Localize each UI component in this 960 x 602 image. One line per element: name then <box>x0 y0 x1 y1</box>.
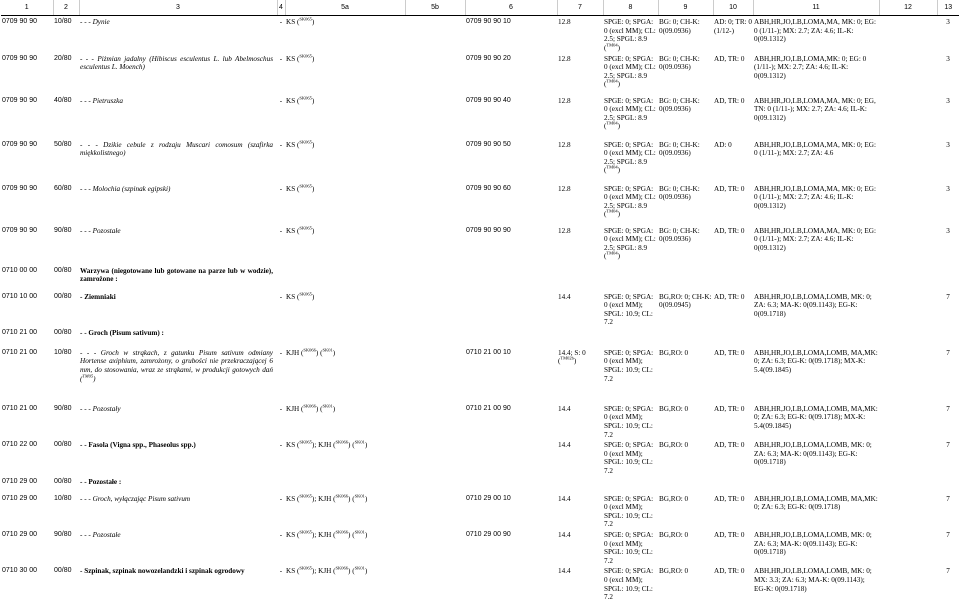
column-header: 3 <box>79 0 277 16</box>
unit-code: 7 <box>946 494 950 503</box>
footnote-ref: TM04 <box>606 120 618 126</box>
preference-d <box>753 265 879 291</box>
preference-b: BG,RO: 0 <box>659 494 689 503</box>
footnote-ref: TM04 <box>606 208 618 214</box>
cn-code: 0710 29 00 <box>2 494 38 502</box>
national-code <box>465 265 557 291</box>
column-header: 7 <box>557 0 603 16</box>
footnote-ref: SK065 <box>299 16 312 22</box>
table-row <box>1 225 959 265</box>
dash-cell: - <box>279 441 283 450</box>
dash-cell: - <box>279 184 283 193</box>
preference-b: BG: 0; CH-K: 0(09.0936) <box>659 140 700 158</box>
dash-cell <box>277 327 285 347</box>
duty-rate: 14.4 <box>558 531 571 539</box>
col-5a: KS ($^{SK065}$); KJH ($^{SK066}$) ($^{SK01}$) <box>286 565 368 576</box>
column-header: 6 <box>465 0 557 16</box>
preference-c: AD: 0 <box>714 140 732 149</box>
footnote-ref: SK066 <box>335 439 349 445</box>
col-5b <box>405 16 465 53</box>
footnote-ref: SK065 <box>299 183 312 189</box>
preference-a: SPGE: 0; SPGA: 0 (excl MM); CL: 2.5; SPGL: 8.9 ($^{TM04}$) <box>604 226 656 261</box>
table-row <box>1 476 959 493</box>
cn-code: 0710 22 00 <box>2 441 38 449</box>
dash-cell: - <box>279 531 283 539</box>
col-12 <box>879 95 937 139</box>
subheading: 10/80 <box>54 494 72 502</box>
col-12 <box>879 183 937 225</box>
footnote-ref: SK01 <box>354 565 365 571</box>
preference-a <box>603 265 658 291</box>
description: - - - Piżmian jadalny (Hibiscus esculentus L. lub Abelmoschus esculentus L. Moench) <box>80 54 273 72</box>
footnote-ref: SK01 <box>354 493 365 499</box>
dash-cell: - <box>279 494 283 503</box>
preference-b: BG,RO: 0 <box>659 348 689 357</box>
col-12 <box>879 565 937 601</box>
table-row <box>1 493 959 529</box>
table-row <box>1 347 959 403</box>
preference-c <box>713 327 753 347</box>
footnote-ref: TM04 <box>606 250 618 256</box>
col-5b <box>405 476 465 493</box>
footnote-ref: SK066 <box>303 403 316 409</box>
footnote-ref: TM04 <box>606 42 618 48</box>
footnote-ref: SK066 <box>303 347 316 353</box>
duty-rate <box>557 476 603 493</box>
preference-b: BG: 0; CH-K: 0(09.0936) <box>659 54 700 72</box>
subheading: 50/80 <box>54 140 72 148</box>
preference-d: ABH,HR,JO,LB,LOMA,LOMB, MA,MK: 0; ZA: 6.3; EG-K: 0(09.1718); MX-K: 5.4(09.1845) <box>754 348 878 375</box>
unit-code: 7 <box>946 348 950 357</box>
footnote-ref: TM04 <box>606 164 618 170</box>
cn-code: 0709 90 90 <box>2 226 38 234</box>
subheading: 40/80 <box>54 96 72 104</box>
subheading: 00/80 <box>54 266 72 274</box>
preference-b: BG: 0; CH-K: 0(09.0936) <box>659 96 700 114</box>
col-5a: KS ($^{SK065}$) <box>286 95 315 105</box>
subheading: 00/80 <box>54 328 72 336</box>
dash-cell: - <box>279 18 283 26</box>
preference-c: AD, TR: 0 <box>714 494 745 503</box>
preference-d: ABH,HR,JO,LB,LOMA,MA, MK: 0; EG: 0 (1/11-); MX: 2.7; ZA: 4.6; IL-K: 0(09.1312) <box>754 18 876 44</box>
cn-code: 0709 90 90 <box>2 18 38 25</box>
national-code: 0709 90 90 90 <box>466 226 511 234</box>
preference-c <box>713 476 753 493</box>
national-code: 0709 90 90 60 <box>466 184 511 192</box>
unit-code <box>937 476 959 493</box>
national-code: 0710 21 00 10 <box>466 348 511 356</box>
preference-b <box>658 265 713 291</box>
col-12 <box>879 225 937 265</box>
col-12 <box>879 493 937 529</box>
preference-c: AD, TR: 0 <box>714 226 745 235</box>
col-5b <box>405 403 465 439</box>
dash-cell: - <box>279 226 283 235</box>
col-12 <box>879 403 937 439</box>
preference-a: SPGE: 0; SPGA: 0 (excl MM); SPGL: 10.9; CL: 7.2 <box>604 567 654 602</box>
national-code <box>465 291 557 327</box>
national-code: 0709 90 90 20 <box>466 54 511 62</box>
preference-d: ABH,HR,JO,LB,LOMA,MA, MK: 0; EG, TN: 0 (1/11-); MX: 2.7; ZA: 4.6; IL-K: 0(09.1312) <box>754 96 876 122</box>
preference-a: SPGE: 0; SPGA: 0 (excl MM); SPGL: 10.9; CL: 7.2 <box>604 531 654 565</box>
preference-d: ABH,HR,JO,LB,LOMA,LOMB, MK: 0; ZA: 6.3; MA-K: 0(09.1143); EG-K: 0(09.1718) <box>754 441 872 467</box>
footnote-ref: SK065 <box>299 439 312 445</box>
col-12 <box>879 327 937 347</box>
preference-d: ABH,HR,JO,LB,LOMA,MA, MK: 0; EG: 0 (1/11-); MX: 2.7; ZA: 4.6; IL-K: 0(09.1312) <box>754 226 876 252</box>
unit-code: 3 <box>946 54 950 63</box>
footnote-ref: SK065 <box>299 493 312 499</box>
col-5a: KJH ($^{SK066}$) ($^{SK01}$) <box>286 403 336 413</box>
preference-b: BG,RO: 0; CH-K: 0(09.0945) <box>659 292 712 310</box>
tariff-table <box>1 0 959 602</box>
subheading: 00/80 <box>54 567 72 575</box>
duty-rate: 14.4 <box>558 494 571 503</box>
preference-a <box>603 327 658 347</box>
preference-a: SPGE: 0; SPGA: 0 (excl MM); SPGL: 10.9; CL: 7.2 <box>604 348 654 383</box>
preference-a: SPGE: 0; SPGA: 0 (excl MM); CL: 2.5; SPGL: 8.9 ($^{TM04}$) <box>604 54 656 89</box>
description: - Szpinak, szpinak nowozelandzki i szpinak ogrodowy <box>80 567 245 576</box>
description: - - - Pietruszka <box>80 96 123 105</box>
national-code: 0710 29 00 10 <box>466 494 511 502</box>
duty-rate: 14.4 <box>558 292 571 301</box>
column-header: 5a <box>285 0 405 16</box>
cn-code: 0710 21 00 <box>2 404 38 412</box>
col-5b <box>405 183 465 225</box>
preference-c: AD, TR: 0 <box>714 184 745 193</box>
description: - - - Pozostałe <box>80 531 121 539</box>
col-12 <box>879 439 937 475</box>
cn-code: 0710 29 00 <box>2 477 38 485</box>
preference-c <box>713 265 753 291</box>
national-code: 0709 90 90 50 <box>466 140 511 148</box>
preference-b: BG: 0; CH-K: 0(09.0936) <box>659 184 700 202</box>
subheading: 90/80 <box>54 531 72 538</box>
table-row <box>1 529 959 565</box>
description: - - - Pozostałe <box>80 226 121 235</box>
description: - - - Dynie <box>80 18 110 26</box>
preference-c: AD, TR: 0 <box>714 96 745 105</box>
preference-d: ABH,HR,JO,LB,LOMA,LOMB, MK: 0; ZA: 6.3; MA-K: 0(09.1143); EG-K: 0(09.1718) <box>754 531 872 557</box>
col-5b <box>405 439 465 475</box>
column-header: 10 <box>713 0 753 16</box>
unit-code: 7 <box>946 404 950 413</box>
cn-code: 0710 21 00 <box>2 328 38 336</box>
table-body <box>1 16 959 602</box>
national-code: 0710 21 00 90 <box>466 404 511 412</box>
preference-a: SPGE: 0; SPGA: 0 (excl MM); SPGL: 10.9; CL: 7.2 <box>604 441 654 476</box>
column-header: 11 <box>753 0 879 16</box>
preference-b: BG: 0; CH-K: 0(09.0936) <box>659 226 700 244</box>
unit-code: 3 <box>946 226 950 235</box>
preference-a: SPGE: 0; SPGA: 0 (excl MM); SPGL: 10.9; CL: 7.2 <box>604 404 654 439</box>
col-5b <box>405 291 465 327</box>
preference-d <box>753 327 879 347</box>
col-5b <box>405 347 465 403</box>
table-row <box>1 53 959 95</box>
description: - - - Molochia (szpinak egipski) <box>80 184 171 193</box>
unit-code: 3 <box>946 184 950 193</box>
col-5b <box>405 225 465 265</box>
description: - - - Pozostały <box>80 404 121 413</box>
unit-code: 7 <box>946 567 950 576</box>
description: - - Pozostałe : <box>80 477 122 486</box>
national-code: 0709 90 90 10 <box>466 18 511 25</box>
subheading: 00/80 <box>54 477 72 485</box>
footnote-ref: SK01 <box>354 439 365 445</box>
col-12 <box>879 291 937 327</box>
preference-c: AD, TR: 0 <box>714 404 745 413</box>
preference-d <box>753 476 879 493</box>
footnote-ref: SK01 <box>322 347 333 353</box>
duty-rate: 14.4; S: 0 ($^{TM02b}$) <box>558 348 586 366</box>
dash-cell: - <box>279 140 283 149</box>
unit-code: 3 <box>946 18 950 26</box>
col-5b <box>405 95 465 139</box>
footnote-ref: SK065 <box>299 139 312 145</box>
column-header: 5b <box>405 0 465 16</box>
col-5a: KS ($^{SK065}$) <box>286 16 315 26</box>
col-5a: KS ($^{SK065}$); KJH ($^{SK066}$) ($^{SK01}$) <box>286 439 368 450</box>
cn-code: 0710 21 00 <box>2 348 38 356</box>
preference-c: AD, TR: 0 <box>714 348 745 357</box>
preference-a: SPGE: 0; SPGA: 0 (excl MM); CL: 2.5; SPGL: 8.9 ($^{TM04}$) <box>604 18 656 52</box>
col-5b <box>405 53 465 95</box>
preference-b: BG,RO: 0 <box>659 404 689 413</box>
dash-cell <box>277 476 285 493</box>
col-5b <box>405 529 465 565</box>
footnote-ref: SK065 <box>299 95 312 101</box>
footnote-ref: TM05 <box>82 373 94 379</box>
footnote-ref: TM04 <box>606 78 618 84</box>
duty-rate <box>557 265 603 291</box>
unit-code <box>937 265 959 291</box>
duty-rate: 12.8 <box>558 226 571 235</box>
footnote-ref: SK066 <box>335 529 349 535</box>
preference-d: ABH,HR,JO,LB,LOMA,MA, MK: 0; EG: 0 (1/11-); MX: 2.7; ZA: 4.6 <box>754 140 876 158</box>
description: - - Fasola (Vigna spp., Phaseolus spp.) <box>80 441 196 450</box>
col-5a: KS ($^{SK065}$); KJH ($^{SK066}$) ($^{SK01}$) <box>286 529 368 539</box>
footnote-ref: SK065 <box>299 565 312 571</box>
preference-b: BG,RO: 0 <box>659 531 689 539</box>
column-header: 9 <box>658 0 713 16</box>
col-5a: KS ($^{SK065}$) <box>286 225 315 235</box>
cn-code: 0709 90 90 <box>2 184 38 192</box>
dash-cell: - <box>279 348 283 357</box>
column-header-row <box>1 0 959 16</box>
col-12 <box>879 16 937 53</box>
cn-code: 0710 30 00 <box>2 567 38 575</box>
col-5a <box>285 327 405 347</box>
dash-cell: - <box>279 292 283 301</box>
col-5b <box>405 327 465 347</box>
footnote-ref: SK065 <box>299 225 312 231</box>
column-header: 12 <box>879 0 937 16</box>
preference-b: BG,RO: 0 <box>659 441 689 450</box>
preference-b: BG,RO: 0 <box>659 567 689 576</box>
preference-c: AD, TR: 0 <box>714 292 745 301</box>
preference-c: AD, TR: 0 <box>714 441 745 450</box>
col-5a: KS ($^{SK065}$) <box>286 139 315 149</box>
col-5a <box>285 265 405 291</box>
col-12 <box>879 53 937 95</box>
table-row <box>1 439 959 475</box>
preference-c: AD: 0; TR: 0 (1/12-) <box>714 18 753 35</box>
subheading: 00/80 <box>54 292 72 300</box>
cn-code: 0709 90 90 <box>2 54 38 62</box>
col-5a: KS ($^{SK065}$) <box>286 53 315 63</box>
unit-code <box>937 327 959 347</box>
duty-rate: 12.8 <box>558 96 571 105</box>
footnote-ref: SK065 <box>299 53 312 59</box>
column-header: 2 <box>53 0 79 16</box>
duty-rate: 12.8 <box>558 54 571 63</box>
cn-code: 0710 00 00 <box>2 266 38 274</box>
column-header: 4 <box>277 0 285 16</box>
col-5a: KS ($^{SK065}$) <box>286 291 315 301</box>
footnote-ref: SK065 <box>299 291 312 297</box>
dash-cell: - <box>279 567 283 576</box>
cn-code: 0709 90 90 <box>2 140 38 148</box>
unit-code: 7 <box>946 292 950 301</box>
duty-rate: 12.8 <box>558 18 571 26</box>
duty-rate: 12.8 <box>558 184 571 193</box>
preference-c: AD, TR: 0 <box>714 54 745 63</box>
col-5a: KS ($^{SK065}$) <box>286 183 315 193</box>
col-5b <box>405 265 465 291</box>
subheading: 90/80 <box>54 404 72 412</box>
col-5b <box>405 565 465 601</box>
footnote-ref: SK066 <box>335 493 349 499</box>
preference-a <box>603 476 658 493</box>
preference-a: SPGE: 0; SPGA: 0 (excl MM); CL: 2.5; SPGL: 8.9 ($^{TM04}$) <box>604 184 656 219</box>
national-code <box>465 476 557 493</box>
col-12 <box>879 347 937 403</box>
col-5a: KS ($^{SK065}$); KJH ($^{SK066}$) ($^{SK01}$) <box>286 493 368 503</box>
footnote-ref: SK065 <box>299 529 312 535</box>
table-row <box>1 16 959 53</box>
footnote-ref: TM02b <box>560 356 574 362</box>
table-row <box>1 403 959 439</box>
preference-d: ABH,HR,JO,LB,LOMA,LOMB, MA,MK: 0; ZA: 6.3; EG-K: 0(09.1718) <box>754 494 878 512</box>
cn-code: 0710 10 00 <box>2 292 38 300</box>
description: Warzywa (niegotowane lub gotowane na parze lub w wodzie), zamrożone : <box>80 266 273 284</box>
subheading: 00/80 <box>54 441 72 449</box>
subheading: 10/80 <box>54 18 72 25</box>
unit-code: 7 <box>946 531 950 539</box>
table-row <box>1 265 959 291</box>
description: - - Groch (Pisum sativum) : <box>80 328 164 337</box>
preference-d: ABH,HR,JO,LB,LOMA,MK: 0; EG: 0 (1/11-); MX: 2.7; ZA: 4.6; IL-K: 0(09.1312) <box>754 54 867 80</box>
description: - Ziemniaki <box>80 292 116 301</box>
dash-cell: - <box>279 404 283 413</box>
dash-cell: - <box>279 96 283 105</box>
cn-code: 0710 29 00 <box>2 531 38 538</box>
duty-rate: 14.4 <box>558 404 571 413</box>
subheading: 10/80 <box>54 348 72 356</box>
col-12 <box>879 476 937 493</box>
preference-a: SPGE: 0; SPGA: 0 (excl MM); CL: 2.5; SPGL: 8.9 ($^{TM04}$) <box>604 96 656 131</box>
footnote-ref: SK01 <box>354 529 365 535</box>
col-5b <box>405 139 465 183</box>
preference-a: SPGE: 0; SPGA: 0 (excl MM); SPGL: 10.9; CL: 7.2 <box>604 292 654 327</box>
dash-cell: - <box>279 54 283 63</box>
table-row <box>1 95 959 139</box>
unit-code: 3 <box>946 140 950 149</box>
col-12 <box>879 139 937 183</box>
national-code: 0710 29 00 90 <box>466 531 511 538</box>
preference-a: SPGE: 0; SPGA: 0 (excl MM); CL: 2.5; SPGL: 8.9 ($^{TM04}$) <box>604 140 656 175</box>
national-code: 0709 90 90 40 <box>466 96 511 104</box>
preference-c: AD, TR: 0 <box>714 567 745 576</box>
col-5a: KJH ($^{SK066}$) ($^{SK01}$) <box>286 347 336 357</box>
duty-rate: 14.4 <box>558 567 571 576</box>
table-row <box>1 183 959 225</box>
subheading: 90/80 <box>54 226 72 234</box>
preference-d: ABH,HR,JO,LB,LOMA,LOMB, MK: 0; MX: 3.3; ZA: 6.3; MA-K: 0(09.1143); EG-K: 0(09.1718) <box>754 567 872 593</box>
subheading: 60/80 <box>54 184 72 192</box>
duty-rate: 12.8 <box>558 140 571 149</box>
col-5a <box>285 476 405 493</box>
footnote-ref: SK01 <box>322 403 333 409</box>
preference-d: ABH,HR,JO,LB,LOMA,MA, MK: 0; EG: 0 (1/11-); MX: 2.7; ZA: 4.6; IL-K: 0(09.1312) <box>754 184 876 210</box>
national-code <box>465 439 557 475</box>
description: - - - Dzikie cebule z rodzaju Muscari comosum (szafirka miękkolistnego) <box>80 140 273 158</box>
preference-b: BG: 0; CH-K: 0(09.0936) <box>659 18 700 35</box>
national-code <box>465 565 557 601</box>
col-12 <box>879 529 937 565</box>
preference-b <box>658 476 713 493</box>
preference-c: AD, TR: 0 <box>714 531 745 539</box>
unit-code: 7 <box>946 441 950 450</box>
subheading: 20/80 <box>54 54 72 62</box>
dash-cell <box>277 265 285 291</box>
national-code <box>465 327 557 347</box>
table-row <box>1 327 959 347</box>
table-row <box>1 139 959 183</box>
column-header: 1 <box>1 0 53 16</box>
table-row <box>1 565 959 601</box>
unit-code: 3 <box>946 96 950 105</box>
duty-rate: 14.4 <box>558 441 571 450</box>
duty-rate <box>557 327 603 347</box>
column-header: 8 <box>603 0 658 16</box>
cn-code: 0709 90 90 <box>2 96 38 104</box>
table-row <box>1 291 959 327</box>
description: - - - Groch w strąkach, z gatunku Pisum sativum odmiany Hortense axiphium, zamrożony, o grubości nie przekraczającej 6 mm, do stosowania, wraz ze strąkami, w produkcji gotowych dań ($^{TM05}$) <box>80 348 273 383</box>
preference-d: ABH,HR,JO,LB,LOMA,LOMB, MA,MK: 0; ZA: 6.3; EG-K: 0(09.1718); MX-K: 5.4(09.1845) <box>754 404 878 431</box>
preference-b <box>658 327 713 347</box>
preference-a: SPGE: 0; SPGA: 0 (excl MM); SPGL: 10.9; CL: 7.2 <box>604 494 654 529</box>
preference-d: ABH,HR,JO,LB,LOMA,LOMB, MK: 0; ZA: 6.3; MA-K: 0(09.1143); EG-K: 0(09.1718) <box>754 292 872 318</box>
column-header: 13 <box>937 0 959 16</box>
description: - - - Groch, wyłączając Pisum sativum <box>80 494 191 503</box>
col-12 <box>879 265 937 291</box>
col-5b <box>405 493 465 529</box>
footnote-ref: SK066 <box>335 565 349 571</box>
